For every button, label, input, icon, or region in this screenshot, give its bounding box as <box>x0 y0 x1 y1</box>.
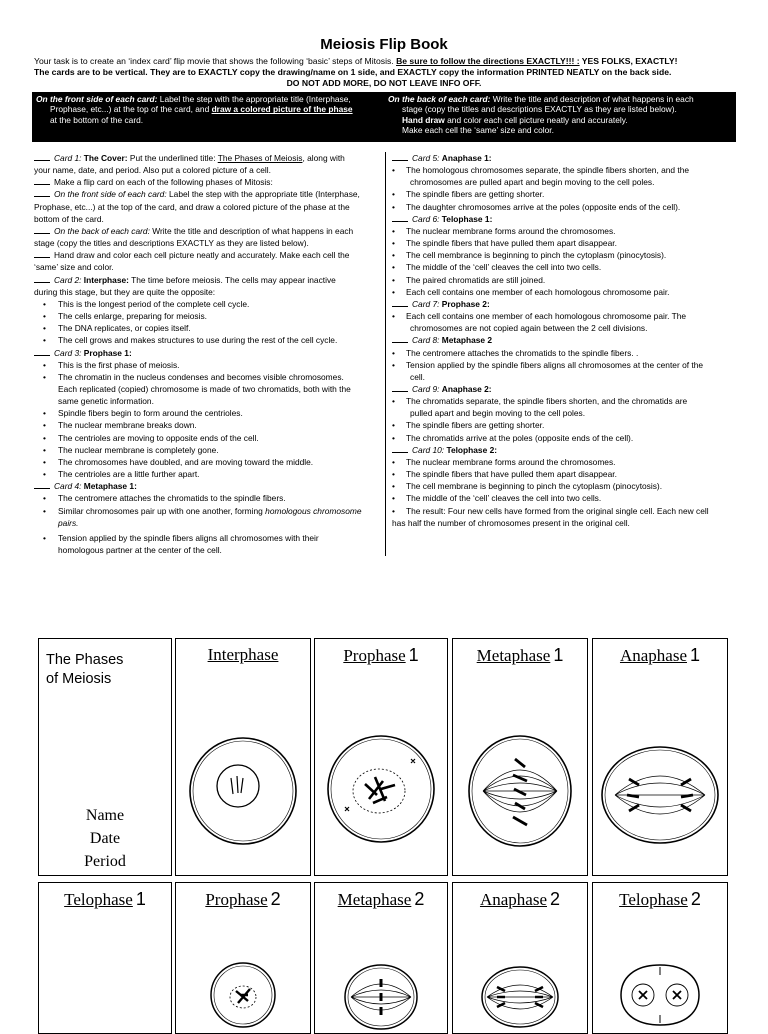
card-title-number: 1 <box>690 645 701 665</box>
front-side-line <box>34 188 382 200</box>
front-label: On the front side of each card: <box>36 94 158 104</box>
anaphase-2-cell-icon <box>453 883 587 1033</box>
card-name: Anaphase 1: <box>441 153 492 163</box>
checkbox-blank[interactable] <box>392 213 408 222</box>
item-text: Similar chromosomes pair up with one another, forming <box>58 505 266 516</box>
telophase-1-card <box>38 882 172 1034</box>
back-side-instructions <box>388 94 732 136</box>
list-item-continued: cell. <box>410 371 425 382</box>
card-name: Interphase: <box>83 274 129 285</box>
card-title-number: 1 <box>408 645 419 665</box>
item-italic: homologous chromosome <box>265 505 362 516</box>
front-text-a: Label the step with the appropriate title (Interphase, <box>157 94 351 104</box>
card-title-text: Prophase <box>205 890 268 909</box>
back-label: On the back of each card: <box>388 94 491 104</box>
card-text: The time before meiosis. The cells may appear inactive <box>128 274 336 285</box>
list-item: • The cell membrance is beginning to pinch the cytoplasm (pinocytosis). <box>392 249 738 261</box>
metaphase-1-card <box>452 638 588 876</box>
back-text-c1: Hand draw <box>402 114 445 125</box>
card-name: Telophase 1: <box>441 213 493 224</box>
cover-title-text: The Phases of Meiosis <box>217 153 303 163</box>
list-item: • This is the first phase of meiosis. <box>34 359 382 371</box>
list-item: • The homologous chromosomes separate, the spindle fibers shorten, and the <box>392 164 738 176</box>
line-text: Make a flip card on each of the following phases of Mitosis: <box>54 177 273 188</box>
card-title-number: 2 <box>690 889 701 909</box>
card-label: Card 2: <box>54 274 82 285</box>
line-label: On the front side of each card: <box>54 189 167 200</box>
cover-title-line: The Phases <box>46 652 124 668</box>
checkbox-blank[interactable] <box>34 225 50 234</box>
card-title-number: 2 <box>414 889 425 909</box>
card-label: Card 7: <box>412 298 440 309</box>
line-text: stage (copy the titles and descriptions EXACTLY as they are listed below). <box>34 238 309 249</box>
line-label: On the back of each card: <box>54 225 150 236</box>
card-4-list <box>34 492 382 516</box>
cover-title-line: of Meiosis <box>46 671 112 687</box>
card-title-number: 2 <box>270 889 281 909</box>
list-item: • The middle of the ‘cell’ cleaves the cell into two cells. <box>392 492 738 504</box>
checkbox-blank[interactable] <box>34 249 50 258</box>
card-7-entry <box>392 298 738 310</box>
card-title-number: 2 <box>550 889 561 909</box>
card-title-text: Telophase <box>619 890 688 909</box>
list-item: • The spindle fibers that have pulled them apart disappear. <box>392 237 738 249</box>
list-item-continued: Each replicated (copied) chromosome is made of two chromatids, both with the <box>58 383 351 394</box>
cover-info <box>39 804 171 873</box>
list-item: • The cells enlarge, preparing for meiosis. <box>34 310 382 322</box>
front-text-c: draw a colored picture of the phase <box>211 104 353 115</box>
cover-name-label: Name <box>85 807 125 824</box>
back-text-d: Make each cell the ‘same’ size and color. <box>402 125 554 136</box>
card-2-entry <box>34 274 382 286</box>
card-10-entry <box>392 444 738 456</box>
list-item: • The nuclear membrane forms around the chromosomes. <box>392 456 738 468</box>
intro-line-1: Your task is to create an ‘index card’ flip movie that shows the following ‘basic’ steps of Mitosis. <box>34 56 397 66</box>
list-item: • The chromosomes have doubled, and are moving toward the middle. <box>34 456 382 468</box>
card-1-text: your name, date, and period. Also put a colored picture of a cell. <box>34 165 271 176</box>
card-3-list <box>34 359 382 383</box>
checkbox-blank[interactable] <box>392 298 408 307</box>
checkbox-blank[interactable] <box>392 334 408 343</box>
cover-date-label: Date <box>89 830 121 847</box>
list-item: • The spindle fibers that have pulled them apart disappear. <box>392 468 738 480</box>
list-item: • The paired chromatids are still joined. <box>392 274 738 286</box>
list-item: • The nuclear membrane forms around the chromosomes. <box>392 225 738 237</box>
card-4-entry <box>34 480 382 492</box>
list-item: • The centromere attaches the chromatids to the spindle fibers. <box>34 492 382 504</box>
prophase-1-card <box>314 638 448 876</box>
metaphase-2-cell-icon <box>315 883 447 1033</box>
card-label: Card 10: <box>412 444 445 455</box>
list-item: • Tension applied by the spindle fibers aligns all chromosomes with their <box>34 532 382 544</box>
left-column <box>34 152 382 556</box>
list-item: • The centrioles are a little further apart. <box>34 468 382 480</box>
card-5-entry <box>392 152 738 164</box>
interphase-card <box>175 638 311 876</box>
metaphase-2-card <box>314 882 448 1034</box>
back-text-a: Write the title and description of what happens in each <box>490 94 694 104</box>
list-item: • Tension applied by the spindle fibers aligns all chromosomes at the center of the <box>392 359 738 371</box>
anaphase-1-card <box>592 638 728 876</box>
card-text: during this stage, but they are quite the opposite: <box>34 286 216 297</box>
card-5-list <box>392 164 738 176</box>
back-side-line <box>34 225 382 237</box>
back-text-b: stage (copy the titles and descriptions EXACTLY as they are listed below). <box>402 104 677 115</box>
cover-title <box>46 651 123 689</box>
hand-draw-line <box>34 249 382 261</box>
checkbox-blank[interactable] <box>392 383 408 392</box>
back-text-c2: and color each cell picture neatly and accurately. <box>444 114 628 125</box>
card-label: Card 9: <box>412 383 440 394</box>
card-name: Metaphase 1: <box>83 481 137 492</box>
prophase-1-cell-icon <box>315 639 447 875</box>
card-1-entry <box>34 152 382 164</box>
intro-line-3: DO NOT ADD MORE, DO NOT LEAVE INFO OFF. <box>286 78 482 89</box>
card-7-list <box>392 310 738 322</box>
card-label: Card 4: <box>54 481 82 492</box>
telophase-2-cell-icon <box>593 883 727 1033</box>
list-item-continued: pairs. <box>58 517 79 528</box>
checkbox-blank[interactable] <box>34 176 50 185</box>
card-title <box>39 889 171 910</box>
front-text-d: at the bottom of the card. <box>50 114 144 125</box>
right-column <box>392 152 738 529</box>
card-text: , along with <box>302 153 345 163</box>
cover-period-label: Period <box>84 853 126 870</box>
column-divider <box>385 152 386 556</box>
list-item: • Spindle fibers begin to form around the centrioles. <box>34 407 382 419</box>
card-name: Telophase 2: <box>446 444 498 455</box>
list-item: • The daughter chromosomes arrive at the poles (opposite ends of the cell). <box>392 201 738 213</box>
interphase-cell-icon <box>176 639 310 875</box>
card-name: Anaphase 2: <box>441 383 492 394</box>
telophase-2-card <box>592 882 728 1034</box>
page-title: Meiosis Flip Book <box>320 36 448 53</box>
card-title-text: Metaphase <box>476 646 551 665</box>
card-label: Card 8: <box>412 335 440 346</box>
card-8-list <box>392 347 738 371</box>
list-item: • The cell grows and makes structures to use during the rest of the cell cycle. <box>34 334 382 346</box>
checkbox-blank[interactable] <box>34 347 50 356</box>
card-3-entry <box>34 347 382 359</box>
card-3-list-rest <box>34 407 382 480</box>
list-item-continued: chromosomes are not copied again between the 2 cell divisions. <box>410 323 648 334</box>
card-name: Prophase 2: <box>441 298 490 309</box>
list-item-continued: pulled apart and begin moving to the cell poles. <box>410 408 586 419</box>
checkbox-blank[interactable] <box>34 274 50 283</box>
front-side-instructions <box>36 94 384 125</box>
card-label: Card 3: <box>54 347 82 358</box>
card-name: Prophase 1: <box>83 347 132 358</box>
instructions-bar <box>32 92 736 142</box>
card-6-entry <box>392 213 738 225</box>
card-title-text: Interphase <box>207 645 279 664</box>
prophase-2-card <box>175 882 311 1034</box>
anaphase-2-card <box>452 882 588 1034</box>
card-title-text: Telophase <box>64 890 133 909</box>
list-item-continued: has half the number of chromosomes present in the original cell. <box>392 517 630 528</box>
checkbox-blank[interactable] <box>392 152 408 161</box>
list-item: • The centromere attaches the chromatids to the spindle fibers. . <box>392 347 738 359</box>
line-text: bottom of the card. <box>34 213 104 224</box>
card-10-list <box>392 456 738 517</box>
card-5-list-rest <box>392 188 738 212</box>
list-item: • Each cell contains one member of each homologous chromosome pair. The <box>392 310 738 322</box>
intro-line-2: The cards are to be vertical. They are to EXACTLY copy the drawing/name on 1 side, and EXACTLY copy the information PRINTED NEATLY on the back side. <box>34 67 672 78</box>
intro-emphasis: Be sure to follow the directions EXACTLY!!! : <box>396 56 580 66</box>
list-item: • Each cell contains one member of each homologous chromosome pair. <box>392 286 738 298</box>
card-title-number: 1 <box>553 645 564 665</box>
list-item: • The result: Four new cells have formed from the original single cell. Each new cell <box>392 505 738 517</box>
checkbox-blank[interactable] <box>392 444 408 453</box>
intro-text <box>34 56 734 90</box>
list-item <box>34 505 382 517</box>
list-item: • The spindle fibers are getting shorter. <box>392 419 738 431</box>
list-item-continued: same genetic information. <box>58 396 154 407</box>
card-title-text: Anaphase <box>619 646 687 665</box>
list-item: • The chromatin in the nucleus condenses and becomes visible chromosomes. <box>34 371 382 383</box>
prophase-2-cell-icon <box>176 883 310 1033</box>
line-text: Hand draw and color each cell picture neatly and accurately. Make each cell the <box>54 250 350 261</box>
line-text: Label the step with the appropriate title (Interphase, <box>166 189 360 200</box>
list-item: • The chromatids arrive at the poles (opposite ends of the cell). <box>392 432 738 444</box>
front-text-b: Prophase, etc...) at the top of the card, and <box>50 104 212 115</box>
list-item: • The cell membrane is beginning to pinch the cytoplasm (pinocytosis). <box>392 480 738 492</box>
card-label: Card 6: <box>412 213 440 224</box>
checkbox-blank[interactable] <box>34 188 50 197</box>
card-8-entry <box>392 334 738 346</box>
mitosis-line <box>34 176 382 188</box>
list-item: • The nuclear membrane is completely gone. <box>34 444 382 456</box>
card-name: Metaphase 2 <box>441 335 493 346</box>
anaphase-1-cell-icon <box>593 639 727 875</box>
card-title-text: Anaphase <box>479 890 547 909</box>
card-9-entry <box>392 383 738 395</box>
cover-card <box>38 638 172 876</box>
list-item: • The chromatids separate, the spindle fibers shorten, and the chromatids are <box>392 395 738 407</box>
card-2-list <box>34 298 382 347</box>
card-9-list-rest <box>392 419 738 443</box>
card-title-number: 1 <box>135 889 146 909</box>
list-item-continued: chromosomes are pulled apart and begin moving to the cell poles. <box>410 177 655 188</box>
line-text: Prophase, etc...) at the top of the card, and draw a colored picture of the phase at the <box>34 201 350 212</box>
card-text: Put the underlined title: <box>127 153 218 163</box>
list-item: • The nuclear membrane breaks down. <box>34 419 382 431</box>
list-item: • The centrioles are moving to opposite ends of the cell. <box>34 432 382 444</box>
card-title-text: Metaphase <box>337 890 412 909</box>
metaphase-1-cell-icon <box>453 639 587 875</box>
card-name: The Cover: <box>83 153 128 163</box>
checkbox-blank[interactable] <box>34 152 50 161</box>
list-item: • This is the longest period of the complete cell cycle. <box>34 298 382 310</box>
card-title-text: Prophase <box>343 646 406 665</box>
intro-exactly: YES FOLKS, EXACTLY! <box>579 56 678 66</box>
list-item: • The DNA replicates, or copies itself. <box>34 322 382 334</box>
card-6-list <box>392 225 738 298</box>
card-9-list <box>392 395 738 407</box>
list-item: • The spindle fibers are getting shorter. <box>392 188 738 200</box>
card-label: Card 1: <box>54 153 82 163</box>
list-item-continued: homologous partner at the center of the cell. <box>58 545 222 555</box>
checkbox-blank[interactable] <box>34 480 50 489</box>
card-label: Card 5: <box>412 153 440 163</box>
list-item: • The middle of the ‘cell’ cleaves the cell into two cells. <box>392 261 738 273</box>
line-text: Write the title and description of what happens in each <box>149 225 354 236</box>
line-text: ‘same’ size and color. <box>34 262 114 273</box>
card-4-list-last <box>34 532 382 544</box>
